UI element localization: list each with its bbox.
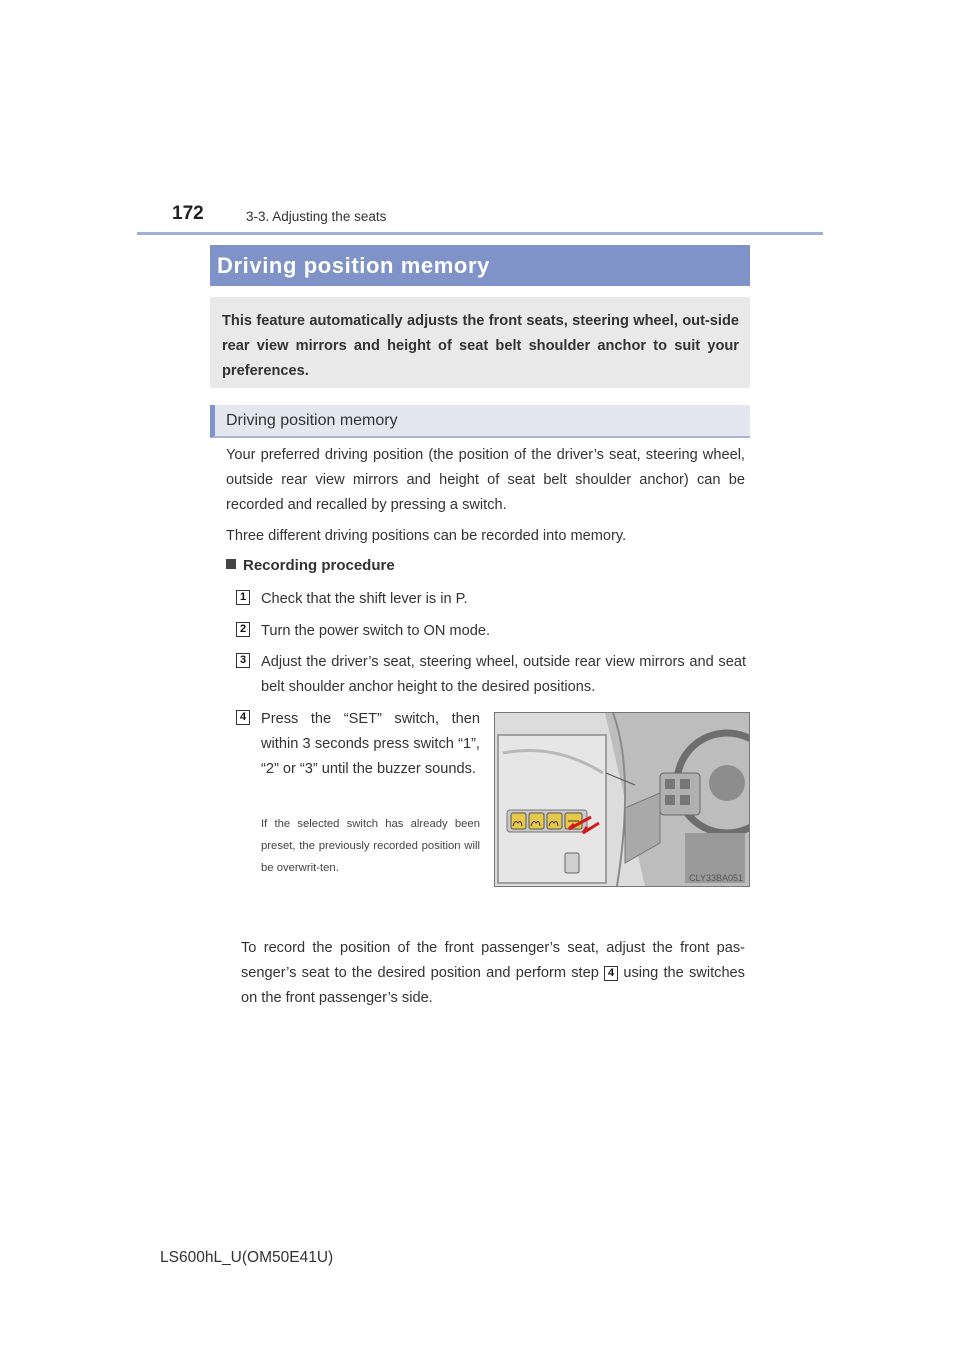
- step-2-text: Turn the power switch to ON mode.: [261, 623, 490, 639]
- section-label: 3-3. Adjusting the seats: [246, 209, 387, 224]
- closing-paragraph: [241, 936, 745, 1011]
- inline-step-reference: 4: [604, 966, 618, 981]
- intro-box: This feature automatically adjusts the front seats, steering wheel, out-side rear view mirrors and height of seat belt shoulder anchor to suit your preferences.: [210, 297, 750, 388]
- step-4-text: Press the “SET” switch, then within 3 seconds press switch “1”, “2” or “3” until the buzzer sounds.: [261, 711, 480, 777]
- footer-model-code: LS600hL_U(OM50E41U): [160, 1249, 334, 1266]
- step-4-note: If the selected switch has already been preset, the previously recorded position will be overwrit-ten.: [261, 818, 480, 874]
- figure-code: CLY33BA051: [689, 873, 743, 883]
- step-3-text: Adjust the driver’s seat, steering wheel, outside rear view mirrors and seat belt shoulder anchor height to the desired positions.: [261, 654, 746, 695]
- step-1-text: Check that the shift lever is in P.: [261, 591, 468, 607]
- door-switch-illustration: [494, 712, 750, 887]
- step-number-3: 3: [236, 653, 250, 668]
- closing-text-before: To record the position of the front passenger’s seat, adjust the front pas-senger’s seat to the desired position and perform step: [241, 940, 745, 981]
- door-panel-drawing: [495, 713, 749, 886]
- step-number-1: 1: [236, 590, 250, 605]
- closing-text-after: using the switches on the front passenger’s side.: [241, 965, 745, 1006]
- square-bullet-icon: [226, 559, 236, 569]
- header-rule: [137, 232, 823, 235]
- paragraph-description: Your preferred driving position (the position of the driver’s seat, steering wheel, outside rear view mirrors and height of seat belt shoulder anchor) can be recorded and recalled by pressing a switch.: [226, 447, 745, 513]
- step-number-4: 4: [236, 710, 250, 725]
- paragraph-memory-count: Three different driving positions can be recorded into memory.: [226, 528, 627, 544]
- recording-procedure-title: Recording procedure: [243, 557, 395, 574]
- recording-procedure-heading: [226, 557, 395, 574]
- page-title: Driving position memory: [210, 245, 750, 286]
- subsection-header: Driving position memory: [210, 405, 750, 438]
- step-number-2: 2: [236, 622, 250, 637]
- page-number: 172: [172, 203, 204, 224]
